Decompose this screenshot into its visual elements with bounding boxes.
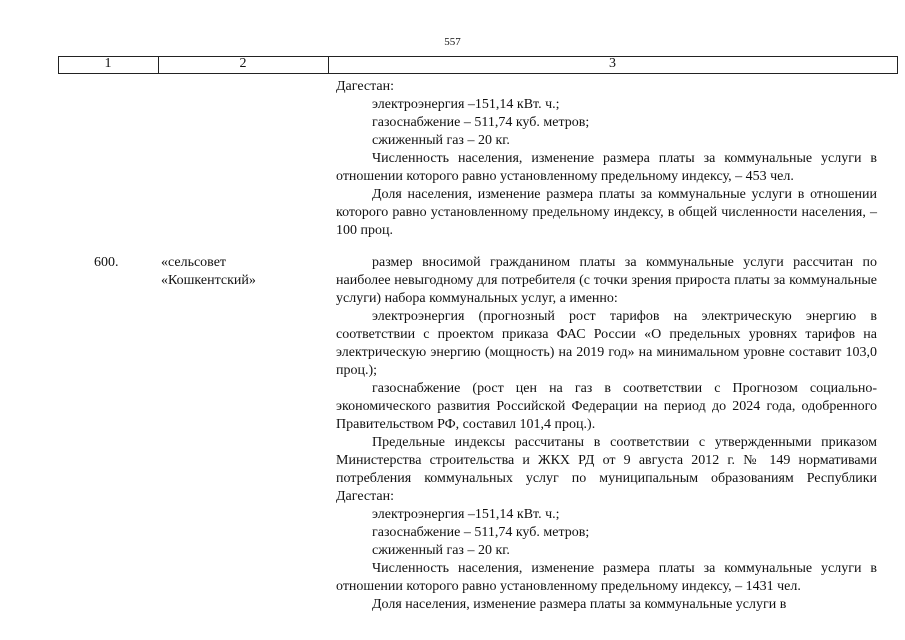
paragraph: Численность населения, изменение размера платы за коммунальные услуги в отношении которого равно установленному предельному индексу, – 453 чел. xyxy=(336,151,877,184)
paragraph: размер вносимой гражданином платы за коммунальные услуги рассчитан по наиболее невыгодному для потребителя (с точки зрения прироста платы за коммунальные услуги) набора коммунальных услуг, а именно: xyxy=(336,255,877,306)
header-col-2: 2 xyxy=(239,56,247,71)
paragraph: Предельные индексы рассчитаны в соответствии с утвержденными приказом Министерства строительства и ЖКХ РД от 9 августа 2012 г. № 149 нормативами потребления коммунальных услуг по муниципальным образованиям Республики Дагестан: xyxy=(336,435,877,504)
paragraph: электроэнергия (прогнозный рост тарифов на электрическую энергию в соответствии с проектом приказа ФАС России «О предельных уровнях тарифов на электрическую энергию (мощность) на 2019 год» на минимальном уровне составит 103,0 проц.); xyxy=(336,309,877,378)
header-col-1: 1 xyxy=(104,56,112,71)
paragraph: сжиженный газ – 20 кг. xyxy=(372,133,510,148)
paragraph: Численность населения, изменение размера платы за коммунальные услуги в отношении которого равно установленному предельному индексу, – 1431 чел. xyxy=(336,561,877,594)
paragraph: сжиженный газ – 20 кг. xyxy=(372,543,510,558)
table-border-right xyxy=(897,56,898,73)
page-number: 557 xyxy=(444,36,461,48)
row-600-text xyxy=(336,254,877,614)
paragraph: газоснабжение – 511,74 куб. метров; xyxy=(372,525,590,540)
paragraph: электроэнергия –151,14 кВт. ч.; xyxy=(372,97,560,112)
table-header-bottom-border xyxy=(58,73,898,74)
paragraph: газоснабжение (рост цен на газ в соответствии с Прогнозом социально-экономического развития Российской Федерации на период до 2024 года, одобренного Правительством РФ, составил 101,4 проц.). xyxy=(336,381,877,432)
top-block-text xyxy=(336,78,877,240)
paragraph: Доля населения, изменение размера платы за коммунальные услуги в отношении которого равно установленному предельному индексу, в общей численности населения, – 100 проц. xyxy=(336,187,877,238)
municipality-name xyxy=(161,254,256,290)
paragraph: электроэнергия –151,14 кВт. ч.; xyxy=(372,507,560,522)
name-line: «сельсовет xyxy=(161,255,227,270)
paragraph: Дагестан: xyxy=(336,79,394,94)
paragraph: Доля населения, изменение размера платы за коммунальные услуги в xyxy=(372,597,787,612)
header-col-3: 3 xyxy=(609,56,616,71)
paragraph: газоснабжение – 511,74 куб. метров; xyxy=(372,115,590,130)
name-line: «Кошкентский» xyxy=(161,273,256,288)
row-number: 600. xyxy=(94,255,119,270)
